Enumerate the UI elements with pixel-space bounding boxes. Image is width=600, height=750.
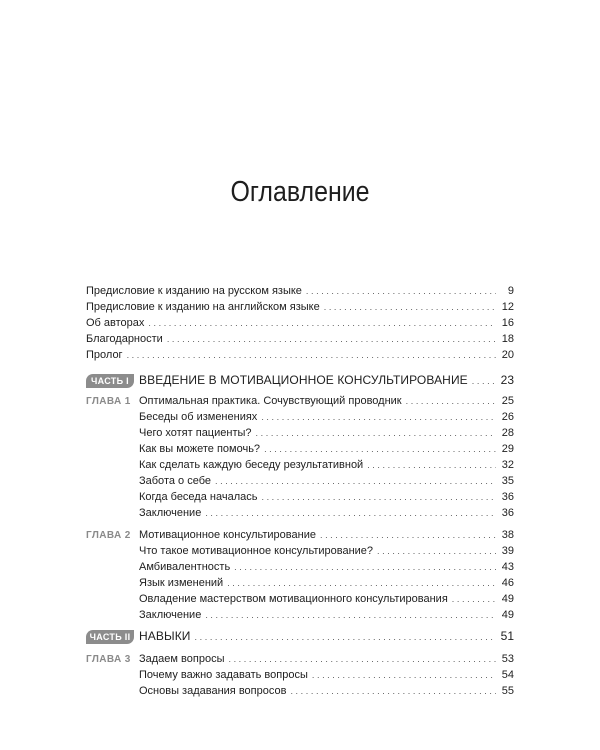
toc-part-title: НАВЫКИ (139, 629, 191, 643)
toc-entry[interactable] (86, 333, 514, 347)
part-badge: ЧАСТЬ II (86, 630, 134, 644)
toc-entry-title: Чего хотят пациенты? (139, 427, 252, 439)
leader-dots (320, 529, 496, 542)
leader-dots (148, 317, 496, 330)
toc-entry-title: Об авторах (86, 317, 145, 329)
leader-dots (215, 475, 496, 488)
leader-dots (234, 561, 496, 574)
toc-entry-page: 23 (500, 373, 514, 387)
toc-entry-title: Задаем вопросы (139, 653, 225, 665)
toc-entry-page: 16 (501, 317, 514, 329)
toc-entry-title: Заключение (139, 609, 202, 621)
toc-entry-title: Как сделать каждую беседу результативной (139, 459, 364, 471)
leader-dots (205, 609, 496, 622)
toc-entry-title: Благодарности (86, 333, 163, 345)
toc-entry[interactable] (139, 561, 514, 575)
toc-entry-title: Амбивалентность (139, 561, 231, 573)
leader-dots (306, 285, 496, 298)
toc-entry[interactable] (139, 653, 514, 667)
chapter-label: ГЛАВА 1 (86, 396, 131, 407)
toc-entry[interactable] (139, 593, 514, 607)
leader-dots (406, 395, 496, 408)
toc-entry[interactable] (139, 459, 514, 473)
leader-dots (127, 349, 496, 362)
toc-entry[interactable] (139, 685, 514, 699)
page-title: Оглавление (230, 176, 370, 208)
toc-entry[interactable] (139, 475, 514, 489)
toc-entry-page: 39 (501, 545, 514, 557)
toc-entry-page: 53 (501, 653, 514, 665)
toc-entry-title: Мотивационное консультирование (139, 529, 316, 541)
leader-dots (290, 685, 496, 698)
toc-entry[interactable] (139, 491, 514, 505)
toc-entry[interactable] (139, 529, 514, 543)
leader-dots (205, 507, 496, 520)
toc-entry-page: 49 (501, 609, 514, 621)
toc-entry-title: Оптимальная практика. Сочувствующий проводник (139, 395, 402, 407)
toc-entry[interactable] (139, 669, 514, 683)
chapter-label: ГЛАВА 2 (86, 530, 131, 541)
chapter-label: ГЛАВА 3 (86, 654, 131, 665)
leader-dots (472, 375, 496, 388)
toc-entry-title: Когда беседа началась (139, 491, 258, 503)
toc-entry[interactable] (86, 301, 514, 315)
toc-entry-page: 36 (501, 491, 514, 503)
toc-entry[interactable] (139, 395, 514, 409)
toc-entry-title: Что такое мотивационное консультирование? (139, 545, 374, 557)
leader-dots (264, 443, 496, 456)
leader-dots (324, 301, 496, 314)
toc-entry-title: Почему важно задавать вопросы (139, 669, 308, 681)
leader-dots (261, 411, 496, 424)
toc-entry-page: 49 (501, 593, 514, 605)
toc-entry-page: 51 (500, 629, 514, 643)
toc-entry-page: 38 (501, 529, 514, 541)
toc-entry-title: Заключение (139, 507, 202, 519)
toc-entry-page: 12 (501, 301, 514, 313)
toc-entry-page: 43 (501, 561, 514, 573)
toc-entry-page: 28 (501, 427, 514, 439)
toc-part-entry[interactable] (139, 630, 514, 644)
toc-entry-title: Пролог (86, 349, 123, 361)
toc-entry-page: 55 (501, 685, 514, 697)
toc-entry-page: 26 (501, 411, 514, 423)
toc-entry[interactable] (139, 609, 514, 623)
toc-entry[interactable] (139, 411, 514, 425)
toc-entry-page: 32 (501, 459, 514, 471)
leader-dots (256, 427, 496, 440)
toc-entry-title: Предисловие к изданию на английском языке (86, 301, 320, 313)
toc-entry[interactable] (139, 443, 514, 457)
toc-entry-page: 54 (501, 669, 514, 681)
toc-entry-page: 9 (507, 285, 514, 297)
toc-entry-page: 20 (501, 349, 514, 361)
leader-dots (312, 669, 496, 682)
toc-entry-page: 36 (501, 507, 514, 519)
toc-part-entry[interactable] (139, 374, 514, 388)
leader-dots (367, 459, 496, 472)
leader-dots (261, 491, 496, 504)
toc-entry-page: 35 (501, 475, 514, 487)
leader-dots (195, 631, 496, 644)
leader-dots (227, 577, 496, 590)
toc-entry[interactable] (86, 349, 514, 363)
toc-part-title: ВВЕДЕНИЕ В МОТИВАЦИОННОЕ КОНСУЛЬТИРОВАНИЕ (139, 373, 468, 387)
toc-entry-title: Забота о себе (139, 475, 211, 487)
toc-entry-page: 25 (501, 395, 514, 407)
toc-entry-title: Как вы можете помочь? (139, 443, 261, 455)
toc-entry-title: Овладение мастерством мотивационного консультирования (139, 593, 448, 605)
leader-dots (167, 333, 496, 346)
toc-entry-title: Предисловие к изданию на русском языке (86, 285, 302, 297)
toc-entry[interactable] (86, 317, 514, 331)
toc-entry-page: 46 (501, 577, 514, 589)
toc-entry-page: 18 (501, 333, 514, 345)
toc-entry-title: Беседы об изменениях (139, 411, 258, 423)
toc-entry[interactable] (139, 427, 514, 441)
toc-entry[interactable] (139, 507, 514, 521)
toc-entry-page: 29 (501, 443, 514, 455)
leader-dots (228, 653, 496, 666)
toc-entry[interactable] (139, 577, 514, 591)
leader-dots (452, 593, 496, 606)
toc-entry[interactable] (86, 285, 514, 299)
toc-entry-title: Основы задавания вопросов (139, 685, 287, 697)
toc-entry[interactable] (139, 545, 514, 559)
part-badge: ЧАСТЬ I (86, 374, 134, 388)
leader-dots (377, 545, 496, 558)
toc-entry-title: Язык изменений (139, 577, 224, 589)
